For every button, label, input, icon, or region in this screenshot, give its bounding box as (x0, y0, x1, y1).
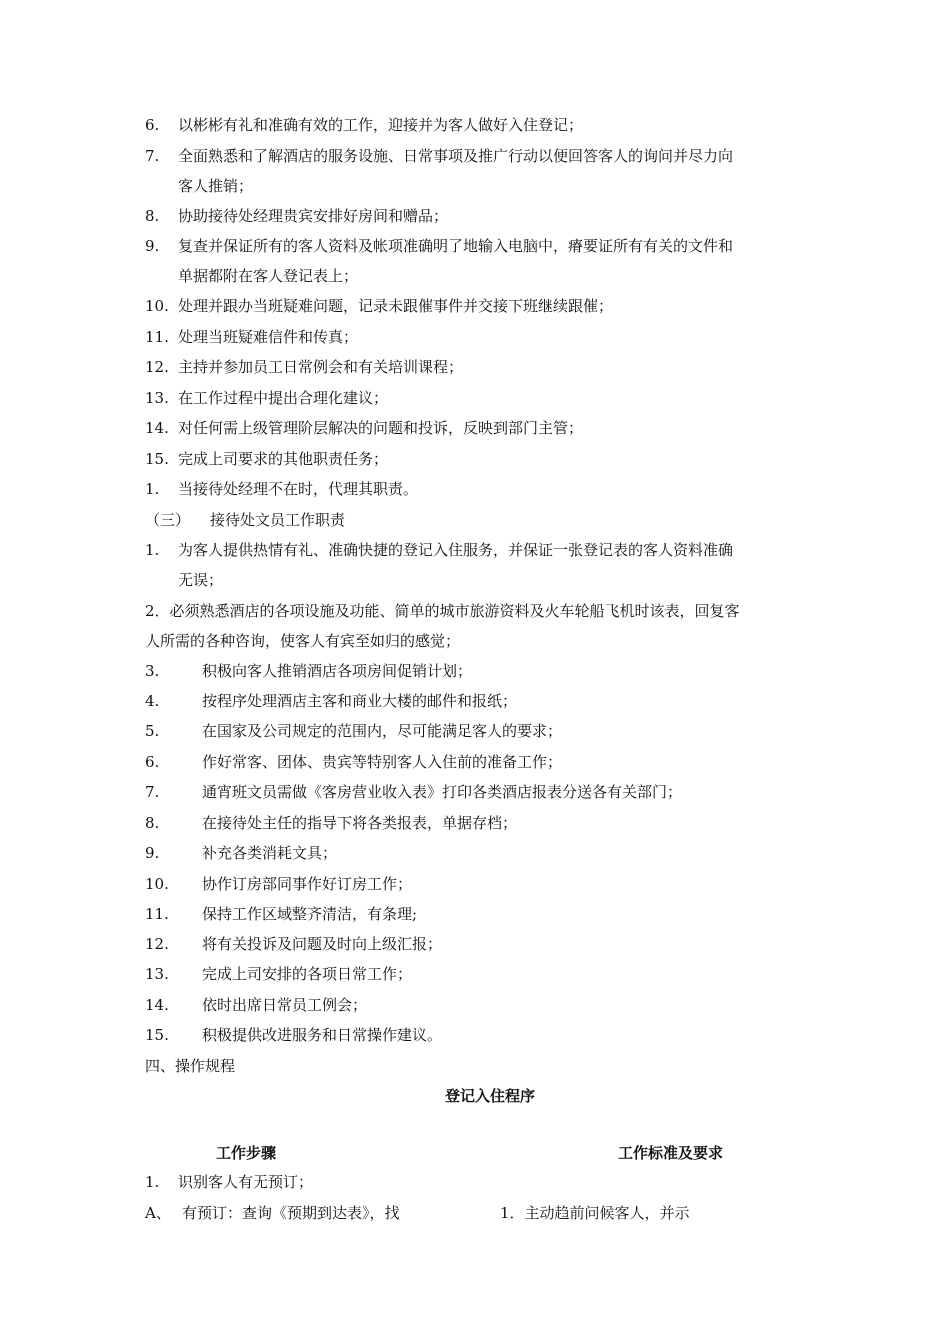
list-item-number: 13. (145, 965, 169, 983)
list-item-text: 复查并保证所有的客人资料及帐项准确明了地输入电脑中，瘠要证所有有关的文件和 (178, 237, 734, 255)
list-item-number: 12. (145, 358, 169, 376)
list-item-text: 按程序处理酒店主客和商业大楼的邮件和报纸； (202, 692, 518, 710)
list-item-number: 7. (145, 147, 160, 165)
list-item-number: 9. (145, 237, 160, 255)
paragraph-line: 2．必须熟悉酒店的各项设施及功能、简单的城市旅游资料及火车轮船飞机时该表，回复客 (145, 602, 740, 620)
list-item-text: 为客人提供热情有礼、准确快捷的登记入住服务，并保证一张登记表的客人资料准确 (178, 541, 734, 559)
section-heading: 四、操作规程 (145, 1057, 236, 1075)
step-number: 1. (145, 1173, 160, 1191)
column-header-standards: 工作标准及要求 (618, 1144, 724, 1162)
list-item-number: 7. (145, 783, 160, 801)
procedure-standard: 1．主动趋前问候客人，并示 (500, 1204, 690, 1222)
list-item-text: 将有关投诉及问题及时向上级汇报； (202, 935, 443, 953)
list-item-continuation: 单据都附在客人登记表上； (178, 267, 359, 285)
list-item-number: 1. (145, 541, 160, 559)
list-item-text: 处理当班疑难信件和传真； (178, 328, 359, 346)
list-item-text: 在接待处主任的指导下将各类报表，单据存档； (202, 814, 518, 832)
list-item-text: 处理并跟办当班疑难问题，记录未跟催事件并交接下班继续跟催； (178, 297, 614, 315)
list-item-number: 11. (145, 328, 169, 346)
list-item-text: 全面熟悉和了解酒店的服务设施、日常事项及推广行动以便回答客人的询问并尽力向 (178, 147, 734, 165)
list-item-number: 15. (145, 450, 169, 468)
list-item-text: 保持工作区域整齐清洁，有条理; (202, 905, 418, 923)
list-item-continuation: 客人推销； (178, 177, 254, 195)
list-item-number: 14. (145, 996, 169, 1014)
list-item-number: 13. (145, 389, 169, 407)
list-item-number: 15. (145, 1026, 169, 1044)
list-item-continuation: 无误； (178, 571, 224, 589)
list-item-number: 11. (145, 905, 169, 923)
list-item-text: 当接待处经理不在时，代理其职责。 (178, 480, 419, 498)
list-item-text: 作好常客、团体、贵宾等特别客人入住前的准备工作； (202, 753, 563, 771)
section-number: （三） (145, 511, 191, 529)
step-text: 识别客人有无预订； (178, 1173, 314, 1191)
column-header-steps: 工作步骤 (216, 1144, 277, 1162)
list-item-number: 6. (145, 753, 160, 771)
list-item-number: 10. (145, 297, 169, 315)
list-item-text: 补充各类消耗文具； (202, 844, 338, 862)
list-item-number: 1. (145, 480, 160, 498)
list-item-number: 5. (145, 722, 160, 740)
list-item-text: 对任何需上级管理阶层解决的问题和投诉，反映到部门主管； (178, 419, 584, 437)
list-item-number: 10. (145, 875, 169, 893)
section-title: 接待处文员工作职责 (210, 511, 346, 529)
substep-text: 有预订：查询《预期到达表》，找 (182, 1204, 400, 1222)
list-item-number: 12. (145, 935, 169, 953)
list-item-text: 以彬彬有礼和准确有效的工作，迎接并为客人做好入住登记； (178, 116, 584, 134)
list-item-text: 主持并参加员工日常例会和有关培训课程； (178, 358, 464, 376)
list-item-number: 8. (145, 814, 160, 832)
list-item-text: 积极向客人推销酒店各项房间促销计划； (202, 662, 473, 680)
procedure-title: 登记入住程序 (444, 1087, 535, 1105)
list-item-text: 在工作过程中提出合理化建议； (178, 389, 389, 407)
list-item-text: 协作订房部同事作好订房工作； (202, 875, 413, 893)
list-item-text: 完成上司要求的其他职责任务； (178, 450, 389, 468)
list-item-number: 8. (145, 207, 160, 225)
list-item-text: 依时出席日常员工例会； (202, 996, 368, 1014)
list-item-text: 通宵班文员需做《客房营业收入表》打印各类酒店报表分送各有关部门； (202, 783, 683, 801)
list-item-text: 协助接待处经理贵宾安排好房间和赠品； (178, 207, 449, 225)
list-item-text: 在国家及公司规定的范围内，尽可能满足客人的要求； (202, 722, 563, 740)
paragraph-line: 人所需的各种咨询，使客人有宾至如归的感觉； (145, 632, 461, 650)
list-item-number: 3. (145, 662, 160, 680)
list-item-text: 完成上司安排的各项日常工作； (202, 965, 413, 983)
list-item-number: 9. (145, 844, 160, 862)
substep-label: A、 (145, 1204, 171, 1222)
list-item-number: 4. (145, 692, 160, 710)
list-item-number: 14. (145, 419, 169, 437)
list-item-number: 6. (145, 116, 160, 134)
list-item-text: 积极提供改进服务和日常操作建议。 (202, 1026, 443, 1044)
